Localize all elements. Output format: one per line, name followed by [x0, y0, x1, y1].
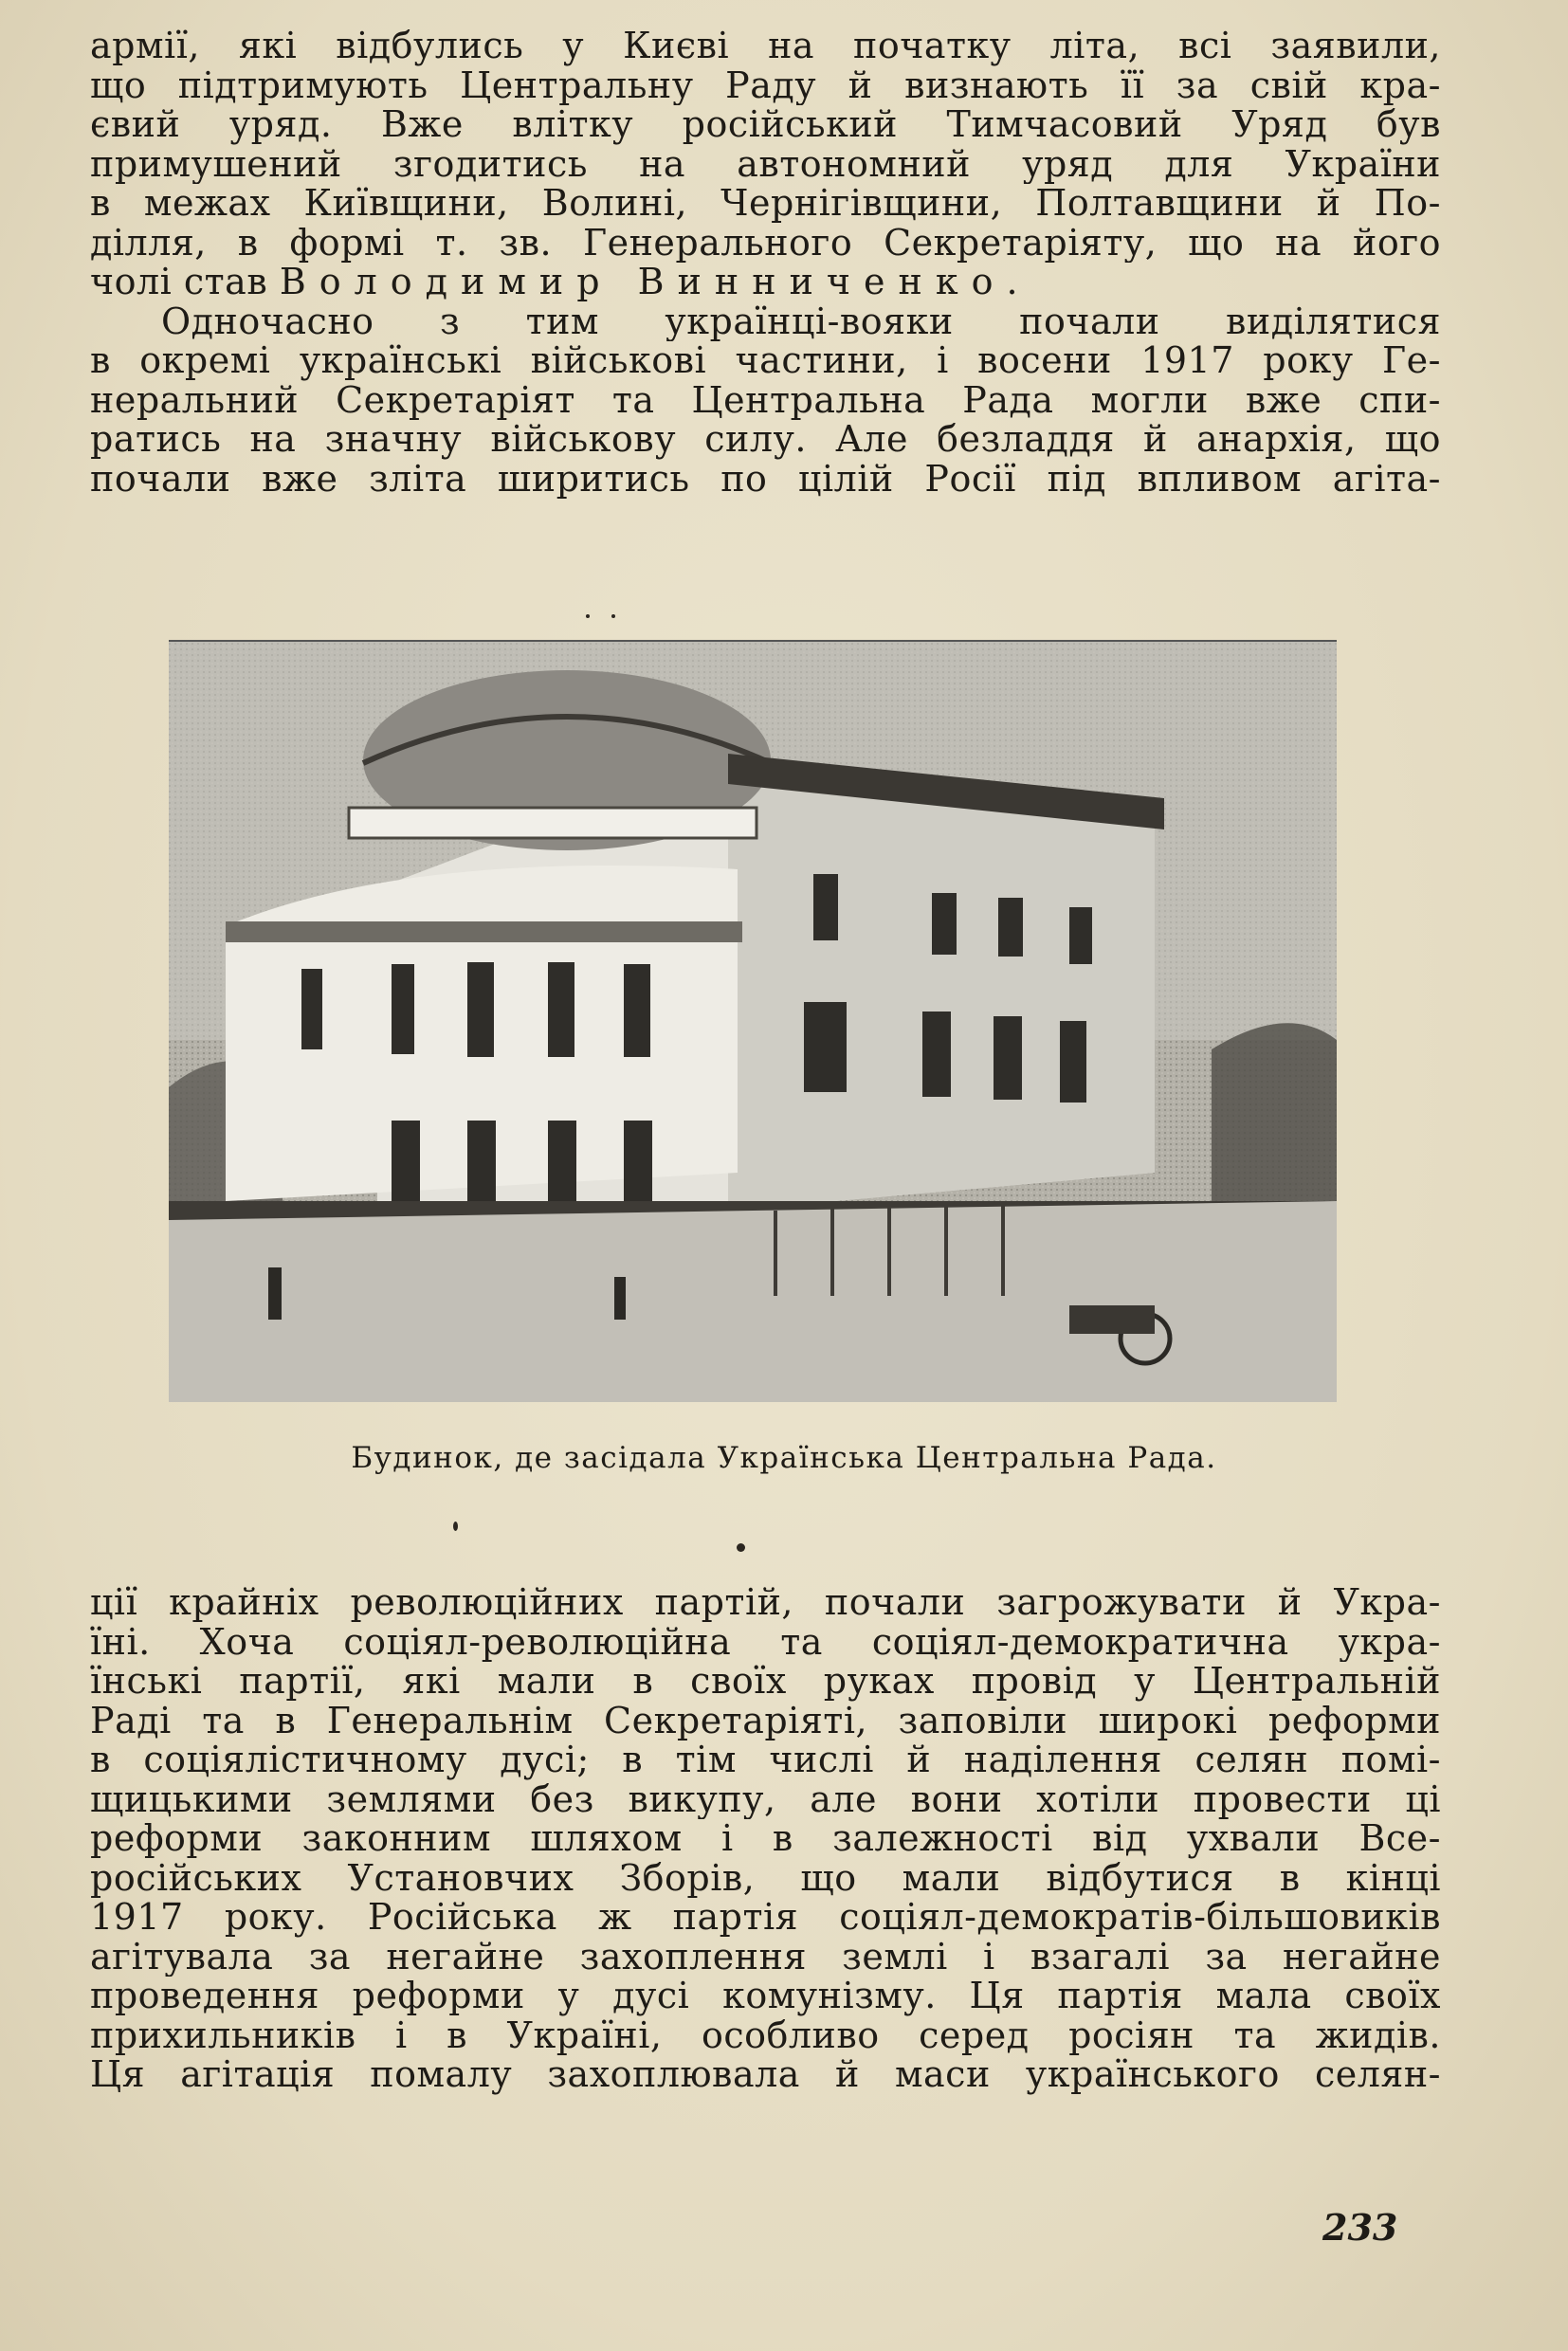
text-line: євий уряд. Вже влітку російський Тимчасовий Уряд був [90, 105, 1441, 145]
text-line: Одночасно з тим українці-вояки почали виділятися [161, 301, 1441, 341]
text-line: армії, які відбулись у Києві на початку літа, всі заявили, [90, 27, 1441, 66]
text-line: проведення реформи у дусі комунізму. Ця партія мала своїх [90, 1977, 1441, 2016]
ink-speck [737, 1543, 745, 1552]
text-line: їні. Хоча соціял-революційна та соціял-демократична укра- [90, 1622, 1441, 1662]
text-line: Раді та в Генеральнім Секретаріяті, заповіли широкі реформи [90, 1701, 1441, 1740]
text-line: ратись на значну військову силу. Але безладдя й анархія, що [90, 420, 1441, 460]
text-line: в окремі українські військові частини, і восени 1917 року Ге- [90, 341, 1441, 381]
bottom-paragraph [90, 1583, 1441, 2095]
text-line: реформи законним шляхом і в залежності від ухвали Все- [90, 1819, 1441, 1859]
text-line-start: чолі став [90, 263, 268, 302]
text-line: почали вже зліта ширитись по цілій Росії під впливом агіта- [90, 459, 1441, 499]
paragraph-3 [90, 1583, 1441, 2095]
ink-speck [453, 1522, 458, 1531]
text-line: в соціялістичному дусі; в тім числі й наділення селян помі- [90, 1740, 1441, 1780]
text-line: ції крайніх революційних партій, почали загрожувати й Укра- [90, 1583, 1441, 1623]
text-line: що підтримують Центральну Раду й визнають її за свій кра- [90, 65, 1441, 105]
text-line: 1917 року. Російська ж партія соціял-демократів-більшовиків [90, 1898, 1441, 1938]
text-line: ділля, в формі т. зв. Генерального Секретаріяту, що на його [90, 223, 1441, 263]
text-line: примушений згодитись на автономний уряд для України [90, 144, 1441, 184]
text-line: неральний Секретаріят та Центральна Рада могли вже спи- [90, 380, 1441, 420]
text-line: агітувала за негайне захоплення землі і взагалі за негайне [90, 1937, 1441, 1977]
text-line: щицькими землями без викупу, але вони хотіли провести ці [90, 1779, 1441, 1819]
page-number: 233 [1322, 2206, 1398, 2249]
top-paragraphs [90, 27, 1441, 499]
building-photo [169, 640, 1337, 1402]
paragraph-2 [90, 302, 1441, 500]
building-illustration [169, 642, 1337, 1402]
text-line: Ця агітація помалу захоплювала й маси українського селян- [90, 2055, 1441, 2095]
text-line: їнські партії, які мали в своїх руках провід у Центральній [90, 1662, 1441, 1702]
spaced-name: Володимир Винниченко. [279, 263, 1031, 302]
figure-caption: Будинок, де засідала Українська Центральна Рада. [351, 1441, 1217, 1475]
text-line-with-name [90, 263, 1441, 302]
text-line: російських Установчих Зборів, що мали відбутися в кінці [90, 1858, 1441, 1898]
paragraph-1 [90, 27, 1441, 302]
ink-speck [586, 614, 590, 618]
text-line: в межах Київщини, Волині, Чернігівщини, Полтавщини й По- [90, 184, 1441, 224]
text-line: прихильників і в Україні, особливо серед росіян та жидів. [90, 2015, 1441, 2055]
ink-speck [611, 614, 615, 618]
